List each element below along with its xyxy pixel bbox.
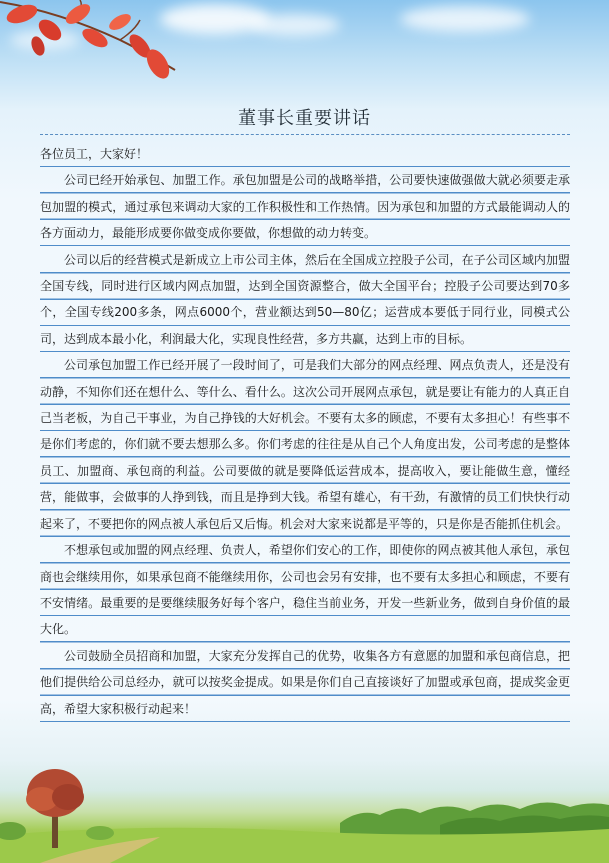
red-leaves-icon bbox=[0, 0, 200, 95]
greeting: 各位员工，大家好！ bbox=[40, 141, 570, 167]
paragraph: 公司已经开始承包、加盟工作。承包加盟是公司的战略举措，公司要快速做强做大就必须要走承包加盟的模式，通过承包来调动大家的工作积极性和工作热情。因为承包和加盟的方式最能调动人的各方面动力，最能形成要你做变成你要做，你想做的动力转变。 bbox=[40, 167, 570, 246]
landscape-decoration bbox=[0, 753, 609, 863]
speech-body bbox=[40, 141, 570, 722]
paragraph: 不想承包或加盟的网点经理、负责人，希望你们安心的工作，即使你的网点被其他人承包，承包商也会继续用你，如果承包商不能继续用你，公司也会另有安排，也不要有太多担心和顾虑，不要有不安情绪。最重要的是要继续服务好每个客户，稳住当前业务，开发一些新业务，做到自身价值的最大化。 bbox=[40, 537, 570, 643]
paragraph: 公司承包加盟工作已经开展了一段时间了，可是我们大部分的网点经理、网点负责人，还是没有动静，不知你们还在想什么、等什么、看什么。这次公司开展网点承包，就是要让有能力的人真正自己当老板，为自己干事业，为自己挣钱的大好机会。不要有太多的顾虑，不要有太多担心！有些事不是你们考虑的，你们就不要去想那么多。你们考虑的往往是从自己个人角度出发，公司考虑的是整体员工、加盟商、承包商的利益。公司要做的就是要降低运营成本，提高收入，要让能做生意，懂经营，能做事，会做事的人挣到钱，而且是挣到大钱。希望有雄心，有干劲，有激情的员工们快快行动起来了，不要把你的网点被人承包后又后悔。机会对大家来说都是平等的，只是你是否能抓住机会。 bbox=[40, 352, 570, 537]
paragraph: 公司鼓励全员招商和加盟，大家充分发挥自己的优势，收集各方有意愿的加盟和承包商信息，把他们提供给公司总经办，就可以按奖金提成。如果是你们自己直接谈好了加盟或承包商，提成奖金更高，希望大家积极行动起来！ bbox=[40, 643, 570, 722]
paragraph: 公司以后的经营模式是新成立上市公司主体，然后在全国成立控股子公司，在子公司区域内加盟全国专线，同时进行区域内网点加盟，达到全国资源整合，做大全国平台；控股子公司要达到70多个，全国专线200多条，网点6000个，营业额达到50—80亿；运营成本要低于同行业，同模式公司，达到成本最小化，利润最大化，实现良性经营，多方共赢，达到上市的目标。 bbox=[40, 247, 570, 353]
page-title: 董事长重要讲话 bbox=[238, 108, 371, 129]
title-divider bbox=[40, 134, 570, 135]
